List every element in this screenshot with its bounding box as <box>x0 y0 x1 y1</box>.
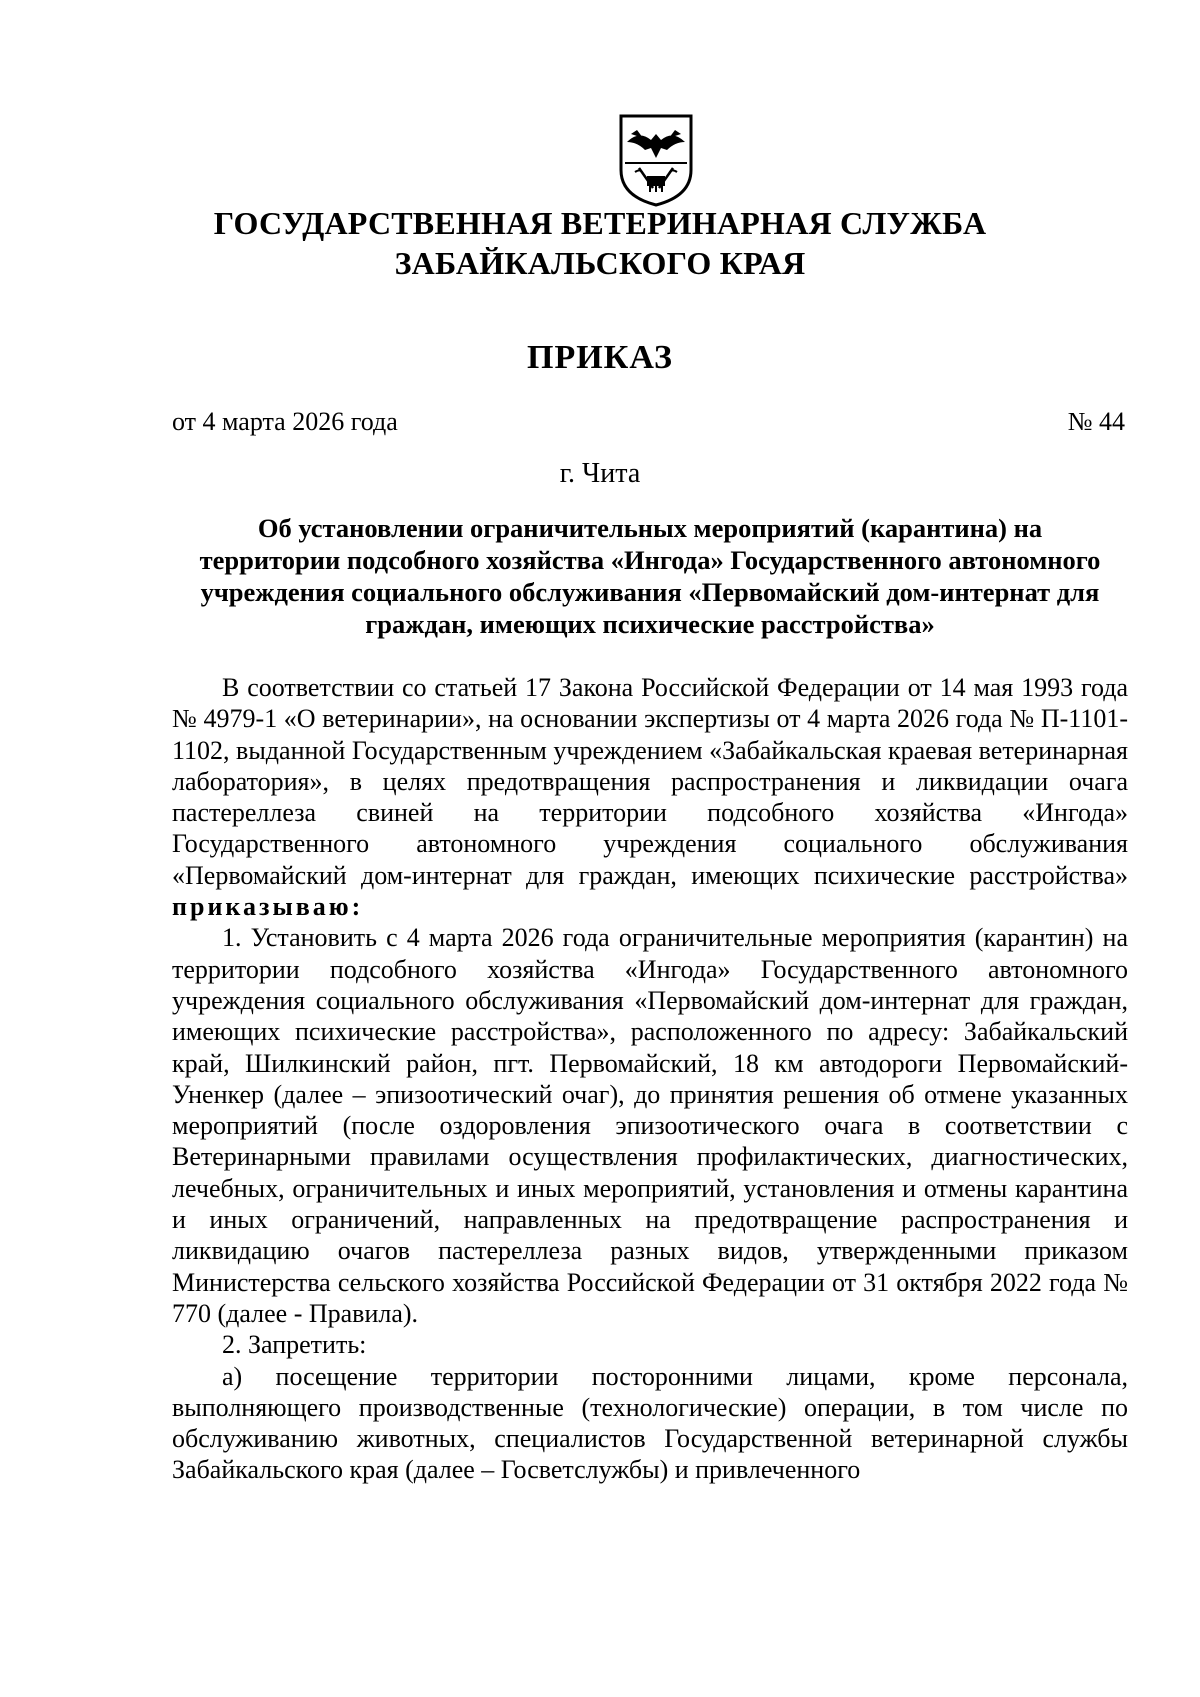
coat-of-arms-icon <box>617 112 695 208</box>
item-2a-paragraph: а) посещение территории посторонними лицами, кроме персонала, выполняющего производственные (технологические) операции, в том числе по обслуживанию животных, специалистов Государственной ветеринарной службы Забайкальского края (далее – Госветслужбы) и привлеченного <box>172 1361 1128 1485</box>
document-title <box>172 512 1128 640</box>
title-line-1: Об установлении ограничительных мероприятий (карантина) на <box>257 513 1043 543</box>
document-type: ПРИКАЗ <box>527 339 673 376</box>
document-date: от 4 марта 2026 года <box>172 407 398 436</box>
preamble-text: В соответствии со статьей 17 Закона Российской Федерации от 14 мая 1993 года № 4979-1 «О ветеринарии», на основании экспертизы от 4 марта 2026 года № П-1101-1102, выданной Государственным учреждением «Забайкальская краевая ветеринарная лаборатория», в целях предотвращения распространения и ликвидации очага пастереллеза свиней на территории подсобного хозяйства «Ингода» Государственного автономного учреждения социального обслуживания «Первомайский дом-интернат для граждан, имеющих психические расстройства» <box>172 673 1128 890</box>
document-city: г. Чита <box>559 458 641 489</box>
order-word: приказываю: <box>172 892 364 922</box>
organization-name-line-1: ГОСУДАРСТВЕННАЯ ВЕТЕРИНАРНАЯ СЛУЖБА <box>213 205 987 241</box>
title-line-3: учреждения социального обслуживания «Первомайский дом-интернат для <box>200 577 1100 607</box>
organization-name-line-2: ЗАБАЙКАЛЬСКОГО КРАЯ <box>394 245 806 281</box>
item-1-paragraph: 1. Установить с 4 марта 2026 года ограничительные мероприятия (карантин) на территории подсобного хозяйства «Ингода» Государственного автономного учреждения социального обслуживания «Первомайский дом-интернат для граждан, имеющих психические расстройства», расположенного по адресу: Забайкальский край, Шилкинский район, пгт. Первомайский, 18 км автодороги Первомайский-Уненкер (далее – эпизоотический очаг), до принятия решения об отмене указанных мероприятий (после оздоровления эпизоотического очага в соответствии с Ветеринарными правилами осуществления профилактических, диагностических, лечебных, ограничительных и иных мероприятий, установления и отмены карантина и иных ограничений, направленных на предотвращение распространения и ликвидацию очагов пастереллеза разных видов, утвержденными приказом Министерства сельского хозяйства Российской Федерации от 31 октября 2022 года № 770 (далее - Правила). <box>172 923 1128 1328</box>
document-number: № 44 <box>1067 407 1125 436</box>
preamble-paragraph <box>172 672 1128 922</box>
item-2-paragraph: 2. Запретить: <box>222 1330 367 1360</box>
document-body <box>172 672 1128 1486</box>
title-line-2: территории подсобного хозяйства «Ингода» Государственного автономного <box>199 545 1101 575</box>
title-line-4: граждан, имеющих психические расстройства» <box>365 609 935 639</box>
